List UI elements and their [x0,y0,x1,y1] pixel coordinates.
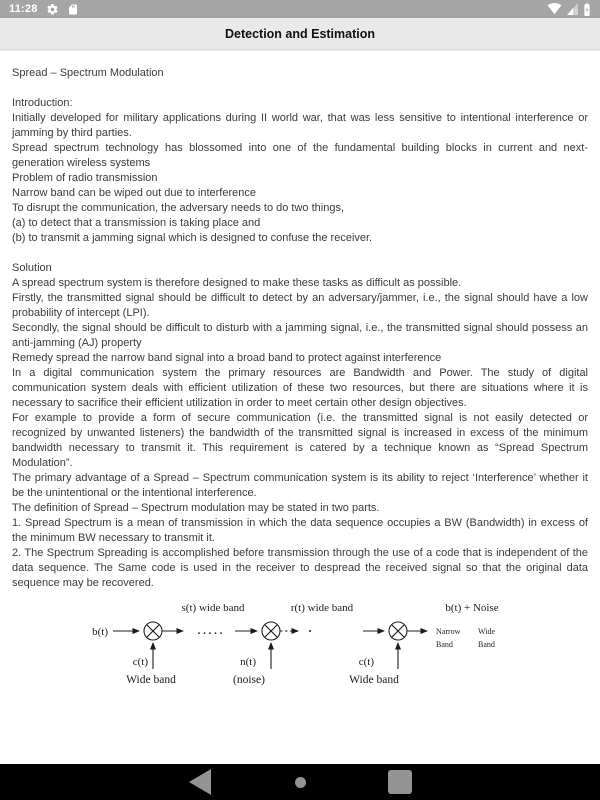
home-circle-icon [295,777,306,788]
back-button[interactable] [180,764,220,800]
label-narrow-band: Band [436,640,453,649]
label-b-plus-noise: b(t) + Noise [445,602,499,614]
label-code-ct-2: c(t) [358,656,374,668]
page-title: Detection and Estimation [224,26,376,41]
label-wide-band: Band [478,640,495,649]
spread-spectrum-diagram [12,599,588,694]
label-wideband-1: Wide band [126,674,176,686]
label-s-wideband: s(t) wide band [181,602,245,614]
sd-card-icon [67,3,79,16]
label-wideband-2: Wide band [349,674,399,686]
navigation-bar [0,764,600,800]
paragraph: In a digital communication system the primary resources are Bandwidth and Power. The study of digital communication system deals with efficient utilization of these two resources, but there are situations where it is necessary to sacrifice their efficient utilization in order to meet certain other design objectives. [12,367,588,409]
paragraph: Narrow band can be wiped out due to interference [12,187,256,199]
label-wide: Wide [478,627,496,636]
label-r-wideband: r(t) wide band [290,602,354,614]
label-noise: (noise) [233,674,265,686]
paragraph: 2. The Spectrum Spreading is accomplished before transmission through the use of a code that is independent of the data sequence. The Same code is used in the receiver to despread the received signal so that the original data sequence may be recovered. [12,547,588,589]
paragraph: Problem of radio transmission [12,172,158,184]
multiplier-icon [144,622,162,640]
paragraph: Firstly, the transmitted signal should be difficult to detect by an adversary/jammer, i.e., the signal should have a low probability of intercept (LPI). [12,292,588,319]
multiplier-icon [389,622,407,640]
paragraph: A spread spectrum system is therefore designed to make these tasks as difficult as possible. [12,277,462,289]
back-triangle-icon [189,769,211,795]
status-bar-left [9,3,79,16]
paragraph: Introduction: [12,97,73,109]
paragraph: Initially developed for military applications during II world war, that was less sensitive to intentional interference or jamming by third parties. [12,112,588,139]
paragraph: The definition of Spread – Spectrum modulation may be stated in two parts. [12,502,380,514]
paragraph: 1. Spread Spectrum is a mean of transmission in which the data sequence occupies a BW (Bandwidth) in excess of the minimum BW necessary to transmit it. [12,517,588,544]
paragraph: For example to provide a form of secure communication (i.e. the transmitted signal is not easily detected or recognized by unwanted listeners) the bandwidth of the transmitted signal is increased in excess of the minimum bandwidth necessary to transmit it. This requirement is catered by a technique known as “Spread Spectrum Modulation”. [12,412,588,469]
status-bar [0,0,600,18]
battery-charging-icon [583,3,591,16]
status-bar-right [547,3,591,16]
status-time: 11:28 [9,3,38,15]
multiplier-icon [262,622,280,640]
trailing-dot [309,630,311,632]
wifi-icon [547,3,562,15]
paragraph: Spread spectrum technology has blossomed into one of the fundamental building blocks in current and next-generation wireless systems [12,142,588,169]
label-narrow: Narrow [436,627,461,636]
cell-signal-icon [566,3,579,15]
paragraph: Secondly, the signal should be difficult to disturb with a jamming signal, i.e., the transmitted signal should possess an anti-jamming (AJ) property [12,322,588,349]
label-noise-nt: n(t) [240,656,256,668]
paragraph: To disrupt the communication, the adversary needs to do two things, [12,202,345,214]
paragraph: (a) to detect that a transmission is taking place and [12,217,261,229]
label-code-ct-1: c(t) [132,656,148,668]
paragraph: Solution [12,262,52,274]
paragraph: Remedy spread the narrow band signal into a broad band to protect against interference [12,352,442,364]
paragraph: The primary advantage of a Spread – Spectrum communication system is its ability to reject ‘Interference’ whether it be the unintentional or the intentional interference. [12,472,588,499]
recents-button[interactable] [380,764,420,800]
ellipsis-dots: . . . . . [197,625,223,637]
home-button[interactable] [280,764,320,800]
document-heading: Spread – Spectrum Modulation [12,67,164,79]
recents-square-icon [388,770,412,794]
document-content[interactable] [0,49,600,800]
label-input-bt: b(t) [92,626,108,638]
app-bar [0,18,600,49]
settings-icon [46,3,59,16]
paragraph: (b) to transmit a jamming signal which is designed to confuse the receiver. [12,232,373,244]
